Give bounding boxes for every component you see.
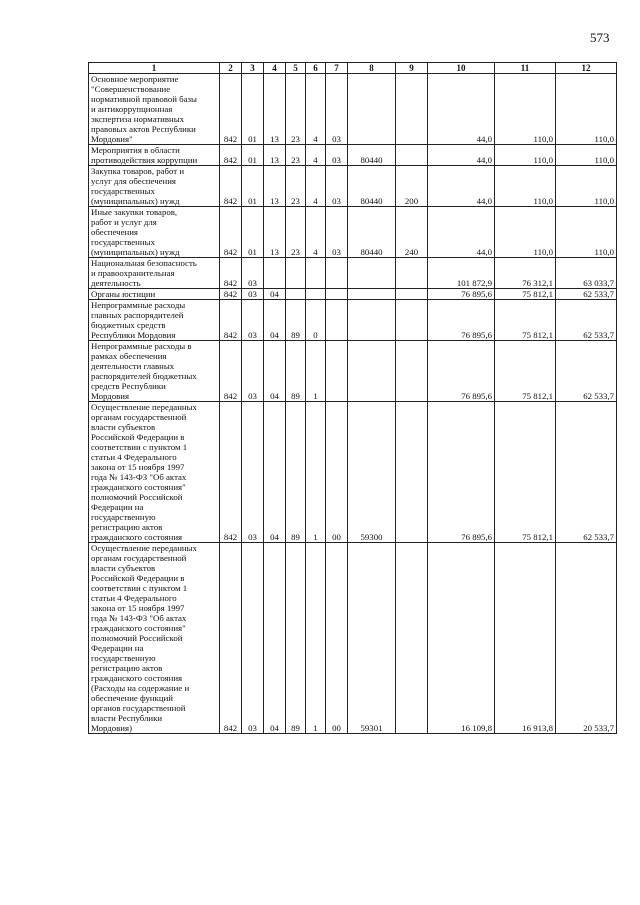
table-row: [89, 341, 617, 402]
cell-subprogram: 4: [306, 74, 326, 145]
cell-event: 03: [326, 145, 348, 166]
cell-program: [286, 258, 306, 289]
cell-amount-col10: 76 895,6: [428, 289, 495, 300]
cell-section: 03: [242, 258, 264, 289]
cell-program: 89: [286, 300, 306, 341]
cell-amount-col11: 110,0: [495, 166, 556, 207]
cell-ministry: 842: [220, 145, 242, 166]
cell-subsection: 13: [264, 74, 286, 145]
cell-amount-col12: 110,0: [556, 145, 617, 166]
cell-event: [326, 341, 348, 402]
cell-amount-col10: 44,0: [428, 207, 495, 258]
column-header-12: 12: [556, 63, 617, 74]
cell-subprogram: [306, 289, 326, 300]
cell-expense-type: [396, 74, 428, 145]
cell-amount-col11: 75 812,1: [495, 289, 556, 300]
cell-expense-type: 200: [396, 166, 428, 207]
cell-section: 01: [242, 166, 264, 207]
column-header-5: 5: [286, 63, 306, 74]
cell-section: 01: [242, 74, 264, 145]
table-row: [89, 207, 617, 258]
column-header-1: 1: [89, 63, 220, 74]
cell-expense-type: [396, 341, 428, 402]
cell-amount-col12: 110,0: [556, 166, 617, 207]
row-name: Непрограммные расходы в рамках обеспечения деятельности главных распорядителей бюджетных средств Республики Мордовия: [89, 341, 220, 402]
cell-section: 03: [242, 543, 264, 734]
cell-subsection: [264, 258, 286, 289]
column-header-4: 4: [264, 63, 286, 74]
cell-subsection: 04: [264, 402, 286, 543]
column-header-8: 8: [348, 63, 396, 74]
cell-program: 89: [286, 341, 306, 402]
column-header-9: 9: [396, 63, 428, 74]
header-row: [89, 63, 617, 74]
cell-subprogram: 0: [306, 300, 326, 341]
cell-subsection: 04: [264, 300, 286, 341]
column-header-2: 2: [220, 63, 242, 74]
cell-expense-type: [396, 289, 428, 300]
row-name: Основное мероприятие "Совершенствование нормативной правовой базы и антикоррупционная экспертиза нормативных правовых актов Республики Мордовия": [89, 74, 220, 145]
cell-ministry: 842: [220, 258, 242, 289]
cell-ministry: 842: [220, 543, 242, 734]
cell-amount-col12: 110,0: [556, 74, 617, 145]
cell-amount-col12: 20 533,7: [556, 543, 617, 734]
cell-subsection: 13: [264, 145, 286, 166]
row-name: Мероприятия в области противодействия коррупции: [89, 145, 220, 166]
cell-direction: [348, 258, 396, 289]
table-row: [89, 166, 617, 207]
cell-program: 89: [286, 543, 306, 734]
cell-subprogram: 1: [306, 543, 326, 734]
column-header-11: 11: [495, 63, 556, 74]
cell-direction: [348, 74, 396, 145]
cell-amount-col11: 75 812,1: [495, 402, 556, 543]
row-name: Осуществление переданных органам государственной власти субъектов Российской Федерации в соответствии с пунктом 1 статьи 4 Федерального закона от 15 ноября 1997 года № 143-ФЗ "Об актах гражданского состояния" полномочий Российской Федерации на государственную регистрацию актов гражданского состояния (Расходы на содержание и обеспечение функций органов государственной власти Республики Мордовия): [89, 543, 220, 734]
cell-section: 03: [242, 289, 264, 300]
cell-event: 03: [326, 207, 348, 258]
table-row: [89, 258, 617, 289]
page-number: 573: [590, 30, 610, 45]
cell-amount-col11: 16 913,8: [495, 543, 556, 734]
cell-ministry: 842: [220, 402, 242, 543]
cell-direction: 59301: [348, 543, 396, 734]
cell-section: 03: [242, 402, 264, 543]
cell-subprogram: 1: [306, 402, 326, 543]
row-name: Национальная безопасность и правоохранительная деятельность: [89, 258, 220, 289]
row-name: Непрограммные расходы главных распорядителей бюджетных средств Республики Мордовия: [89, 300, 220, 341]
cell-section: 03: [242, 341, 264, 402]
cell-direction: 59300: [348, 402, 396, 543]
cell-amount-col12: 62 533,7: [556, 341, 617, 402]
cell-event: 03: [326, 74, 348, 145]
cell-expense-type: [396, 300, 428, 341]
budget-table: [88, 62, 617, 734]
cell-section: 01: [242, 207, 264, 258]
cell-program: 23: [286, 166, 306, 207]
cell-amount-col11: 76 312,1: [495, 258, 556, 289]
cell-subsection: 13: [264, 207, 286, 258]
cell-subprogram: 4: [306, 207, 326, 258]
cell-subsection: 04: [264, 289, 286, 300]
cell-direction: [348, 300, 396, 341]
cell-program: 23: [286, 74, 306, 145]
cell-program: 89: [286, 402, 306, 543]
cell-event: [326, 300, 348, 341]
cell-subprogram: 1: [306, 341, 326, 402]
cell-subprogram: [306, 258, 326, 289]
cell-amount-col10: 44,0: [428, 145, 495, 166]
cell-amount-col10: 76 895,6: [428, 300, 495, 341]
cell-amount-col11: 110,0: [495, 145, 556, 166]
cell-event: 03: [326, 166, 348, 207]
cell-amount-col10: 16 109,8: [428, 543, 495, 734]
cell-subprogram: 4: [306, 145, 326, 166]
column-header-3: 3: [242, 63, 264, 74]
cell-section: 01: [242, 145, 264, 166]
table-row: [89, 289, 617, 300]
cell-amount-col11: 110,0: [495, 74, 556, 145]
cell-direction: 80440: [348, 145, 396, 166]
cell-event: [326, 258, 348, 289]
column-header-7: 7: [326, 63, 348, 74]
cell-subprogram: 4: [306, 166, 326, 207]
cell-amount-col11: 75 812,1: [495, 300, 556, 341]
cell-ministry: 842: [220, 207, 242, 258]
table-row: [89, 145, 617, 166]
cell-amount-col12: 62 533,7: [556, 300, 617, 341]
table-row: [89, 402, 617, 543]
table-row: [89, 543, 617, 734]
cell-direction: 80440: [348, 207, 396, 258]
cell-amount-col12: 110,0: [556, 207, 617, 258]
cell-amount-col12: 62 533,7: [556, 402, 617, 543]
cell-expense-type: [396, 543, 428, 734]
cell-event: [326, 289, 348, 300]
cell-event: 00: [326, 543, 348, 734]
cell-subsection: 04: [264, 341, 286, 402]
column-header-6: 6: [306, 63, 326, 74]
cell-expense-type: [396, 402, 428, 543]
cell-amount-col10: 44,0: [428, 166, 495, 207]
cell-ministry: 842: [220, 341, 242, 402]
cell-expense-type: [396, 258, 428, 289]
cell-amount-col12: 62 533,7: [556, 289, 617, 300]
cell-program: [286, 289, 306, 300]
cell-direction: [348, 289, 396, 300]
cell-amount-col10: 101 872,9: [428, 258, 495, 289]
cell-direction: 80440: [348, 166, 396, 207]
table-row: [89, 74, 617, 145]
cell-ministry: 842: [220, 166, 242, 207]
row-name: Осуществление переданных органам государственной власти субъектов Российской Федерации в соответствии с пунктом 1 статьи 4 Федерального закона от 15 ноября 1997 года № 143-ФЗ "Об актах гражданского состояния" полномочий Российской Федерации на государственную регистрацию актов гражданского состояния: [89, 402, 220, 543]
cell-expense-type: 240: [396, 207, 428, 258]
row-name: Иные закупки товаров, работ и услуг для обеспечения государственных (муниципальных) нужд: [89, 207, 220, 258]
cell-ministry: 842: [220, 289, 242, 300]
cell-direction: [348, 341, 396, 402]
row-name: Закупка товаров, работ и услуг для обеспечения государственных (муниципальных) нужд: [89, 166, 220, 207]
cell-program: 23: [286, 145, 306, 166]
cell-amount-col11: 110,0: [495, 207, 556, 258]
cell-event: 00: [326, 402, 348, 543]
cell-section: 03: [242, 300, 264, 341]
cell-amount-col12: 63 033,7: [556, 258, 617, 289]
cell-amount-col11: 75 812,1: [495, 341, 556, 402]
cell-amount-col10: 44,0: [428, 74, 495, 145]
cell-ministry: 842: [220, 74, 242, 145]
cell-expense-type: [396, 145, 428, 166]
cell-ministry: 842: [220, 300, 242, 341]
cell-program: 23: [286, 207, 306, 258]
cell-subsection: 04: [264, 543, 286, 734]
column-header-10: 10: [428, 63, 495, 74]
cell-subsection: 13: [264, 166, 286, 207]
cell-amount-col10: 76 895,6: [428, 341, 495, 402]
table-row: [89, 300, 617, 341]
row-name: Органы юстиции: [89, 289, 220, 300]
cell-amount-col10: 76 895,6: [428, 402, 495, 543]
